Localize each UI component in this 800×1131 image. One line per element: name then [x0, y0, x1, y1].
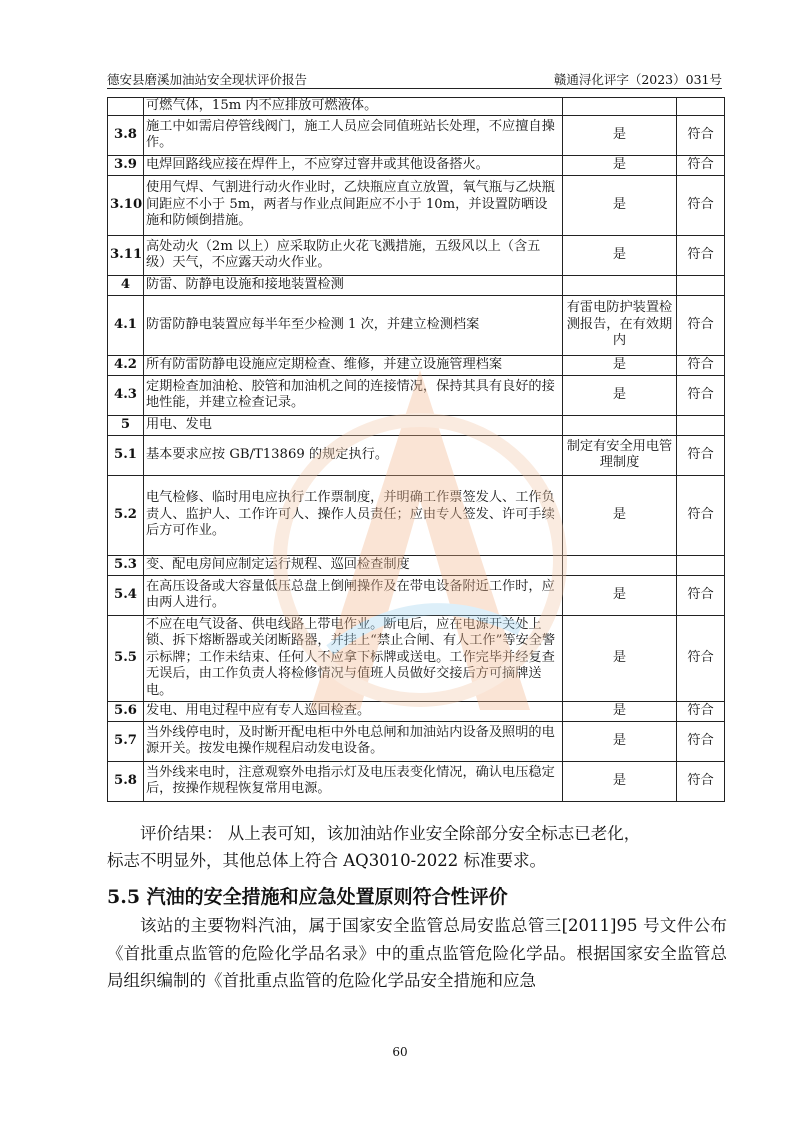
item-requirement: 防雷、防静电设施和接地装置检测	[144, 275, 563, 295]
item-number: 5.4	[108, 575, 144, 615]
item-requirement: 基本要求应按 GB/T13869 的规定执行。	[144, 435, 563, 475]
table-row	[108, 415, 725, 435]
item-check-result: 是	[563, 701, 677, 721]
item-check-result: 是	[563, 235, 677, 275]
item-requirement: 当外线来电时，注意观察外电指示灯及电压表变化情况，确认电压稳定后，按操作规程恢复常用电源。	[144, 761, 563, 801]
item-conformity: 符合	[677, 721, 725, 761]
table-row	[108, 555, 725, 575]
item-number: 5.3	[108, 555, 144, 575]
item-requirement: 定期检查加油枪、胶管和加油机之间的连接情况，保持其具有良好的接地性能，并建立检查记录。	[144, 375, 563, 415]
item-requirement: 发电、用电过程中应有专人巡回检查。	[144, 701, 563, 721]
table-row	[108, 475, 725, 555]
item-conformity: 符合	[677, 701, 725, 721]
page-header	[107, 68, 722, 89]
item-check-result: 是	[563, 615, 677, 701]
item-number: 4.3	[108, 375, 144, 415]
item-check-result	[563, 275, 677, 295]
section-paragraph: 该站的主要物料汽油，属于国家安全监管总局安监总管三[2011]95 号文件公布《首批重点监管的危险化学品名录》中的重点监管危险化学品。根据国家安全监管总局组织编制的《首批重点监管的危险化学品安全措施和应急	[107, 916, 727, 990]
item-check-result: 是	[563, 375, 677, 415]
item-conformity	[677, 275, 725, 295]
page-number: 60	[392, 1045, 408, 1059]
item-conformity	[677, 415, 725, 435]
item-conformity: 符合	[677, 235, 725, 275]
table-row	[108, 175, 725, 235]
item-requirement: 可燃气体，15m 内不应排放可燃液体。	[144, 98, 563, 116]
item-check-result: 是	[563, 175, 677, 235]
item-requirement: 所有防雷防静电设施应定期检查、维修，并建立设施管理档案	[144, 355, 563, 375]
item-number: 5	[108, 415, 144, 435]
item-conformity: 符合	[677, 375, 725, 415]
item-requirement: 在高压设备或大容量低压总盘上倒闸操作及在带电设备附近工作时，应由两人进行。	[144, 575, 563, 615]
item-check-result: 是	[563, 355, 677, 375]
item-number: 5.6	[108, 701, 144, 721]
table-row	[108, 375, 725, 415]
item-check-result: 是	[563, 761, 677, 801]
item-check-result: 是	[563, 115, 677, 155]
item-conformity: 符合	[677, 155, 725, 175]
table-row	[108, 155, 725, 175]
item-number: 3.11	[108, 235, 144, 275]
table-row	[108, 275, 725, 295]
item-check-result: 有雷电防护装置检测报告，在有效期内	[563, 295, 677, 355]
item-check-result: 制定有安全用电管理制度	[563, 435, 677, 475]
table-row	[108, 721, 725, 761]
item-conformity: 符合	[677, 615, 725, 701]
table-row	[108, 355, 725, 375]
item-number: 5.2	[108, 475, 144, 555]
table-row	[108, 615, 725, 701]
report-title: 德安县磨溪加油站安全现状评价报告	[107, 72, 308, 87]
section-heading: 5.5 汽油的安全措施和应急处置原则符合性评价	[107, 886, 508, 908]
item-number: 3.9	[108, 155, 144, 175]
item-conformity: 符合	[677, 115, 725, 155]
item-conformity	[677, 555, 725, 575]
item-number	[108, 98, 144, 116]
item-conformity: 符合	[677, 175, 725, 235]
evaluation-table	[107, 97, 725, 802]
table-row	[108, 115, 725, 155]
item-requirement: 变、配电房间应制定运行规程、巡回检查制度	[144, 555, 563, 575]
table-row	[108, 98, 725, 116]
table-row	[108, 435, 725, 475]
item-conformity: 符合	[677, 475, 725, 555]
item-check-result: 是	[563, 575, 677, 615]
item-check-result	[563, 415, 677, 435]
item-conformity: 符合	[677, 575, 725, 615]
item-number: 3.10	[108, 175, 144, 235]
item-number: 5.7	[108, 721, 144, 761]
item-number: 4.1	[108, 295, 144, 355]
item-requirement: 用电、发电	[144, 415, 563, 435]
item-number: 5.1	[108, 435, 144, 475]
item-number: 4.2	[108, 355, 144, 375]
item-conformity	[677, 98, 725, 116]
item-conformity: 符合	[677, 355, 725, 375]
item-check-result	[563, 555, 677, 575]
item-requirement: 电气检修、临时用电应执行工作票制度，并明确工作票签发人、工作负责人、监护人、工作许可人、操作人员责任；应由专人签发、许可手续后方可作业。	[144, 475, 563, 555]
section-body	[107, 912, 727, 995]
item-requirement: 不应在电气设备、供电线路上带电作业。断电后，应在电源开关处上锁、拆下熔断器或关闭断路器，并挂上“禁止合闸、有人工作”等安全警示标牌；工作未结束、任何人不应拿下标牌或送电。工作完毕并经复查无误后，由工作负责人将检修情况与值班人员做好交接后方可摘牌送电。	[144, 615, 563, 701]
report-code: 赣通浔化评字（2023）031号	[553, 72, 722, 87]
item-conformity: 符合	[677, 761, 725, 801]
item-check-result: 是	[563, 155, 677, 175]
item-check-result: 是	[563, 721, 677, 761]
item-number: 4	[108, 275, 144, 295]
item-requirement: 使用气焊、气割进行动火作业时，乙炔瓶应直立放置，氧气瓶与乙炔瓶间距应不小于 5m，两者与作业点间距应不小于 10m，并设置防晒设施和防倾倒措施。	[144, 175, 563, 235]
item-requirement: 电焊回路线应接在焊件上，不应穿过窨井或其他设备搭火。	[144, 155, 563, 175]
table-body	[108, 98, 725, 802]
evaluation-result	[107, 820, 727, 874]
table-row	[108, 575, 725, 615]
item-conformity: 符合	[677, 295, 725, 355]
table-row	[108, 235, 725, 275]
table-row	[108, 295, 725, 355]
result-line-2: 标志不明显外，其他总体上符合 AQ3010-2022 标准要求。	[107, 851, 546, 870]
item-number: 3.8	[108, 115, 144, 155]
table-row	[108, 761, 725, 801]
result-line-1: 评价结果： 从上表可知，该加油站作业安全除部分安全标志已老化，	[140, 824, 641, 843]
item-requirement: 防雷防静电装置应每半年至少检测 1 次，并建立检测档案	[144, 295, 563, 355]
item-requirement: 当外线停电时，及时断开配电柜中外电总闸和加油站内设备及照明的电源开关。按发电操作规程启动发电设备。	[144, 721, 563, 761]
item-number: 5.8	[108, 761, 144, 801]
item-conformity: 符合	[677, 435, 725, 475]
table-row	[108, 701, 725, 721]
item-requirement: 高处动火（2m 以上）应采取防止火花飞溅措施，五级风以上（含五级）天气，不应露天动火作业。	[144, 235, 563, 275]
item-number: 5.5	[108, 615, 144, 701]
item-check-result	[563, 98, 677, 116]
item-requirement: 施工中如需启停管线阀门，施工人员应会同值班站长处理，不应擅自操作。	[144, 115, 563, 155]
item-check-result: 是	[563, 475, 677, 555]
